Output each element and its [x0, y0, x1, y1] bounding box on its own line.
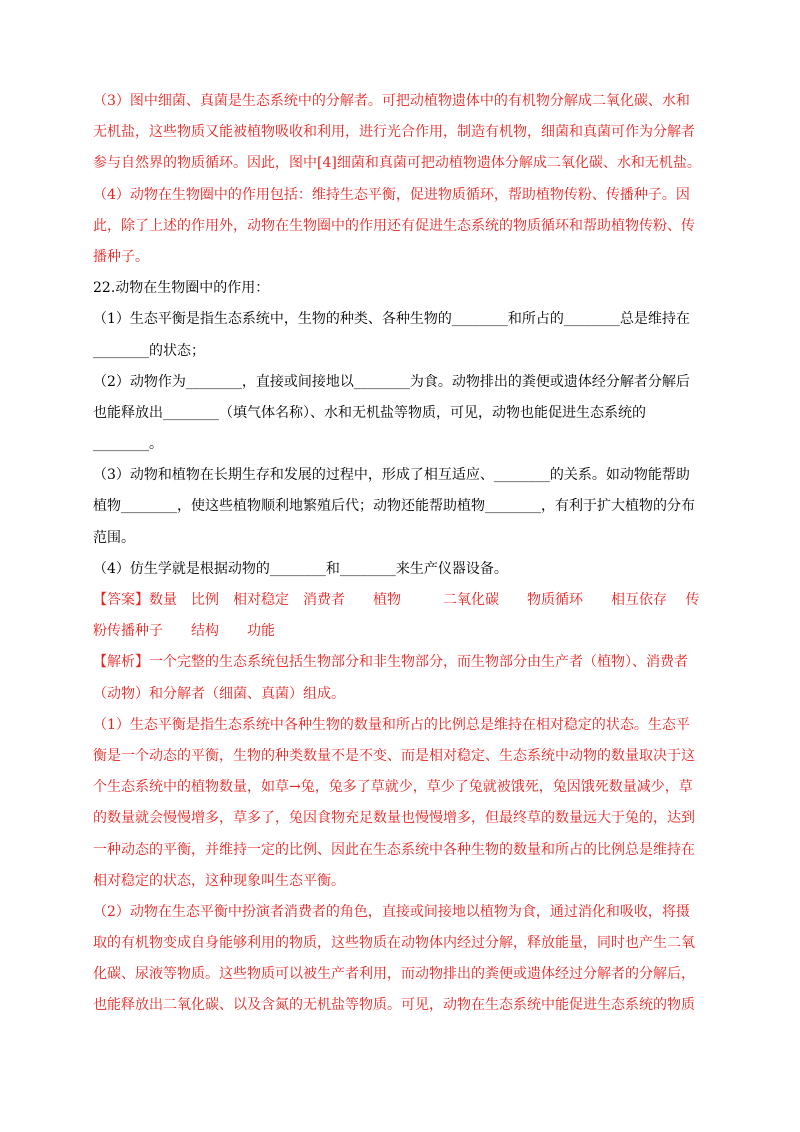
text-line: 此，除了上述的作用外，动物在生物圈中的作用还有促进生态系统的物质循环和帮助植物传粉、传: [93, 217, 695, 234]
text-line: ________的状态；: [93, 342, 205, 359]
text-line: 一种动态的平衡，并维持一定的比例、因此在生态系统中各种生物的数量和所占的比例总是维持在: [93, 841, 695, 858]
text-line: 范围。: [93, 529, 135, 546]
text-line: 个生态系统中的植物数量，如草→兔，兔多了草就少，草少了兔就被饿死，兔因饿死数量减少，草: [93, 779, 693, 796]
document-page: [93, 86, 710, 1022]
text-line: 化碳、尿液等物质。这些物质可以被生产者利用，而动物排出的粪便或遗体经过分解者的分解后，: [93, 966, 695, 983]
text-line: 植物________，使这些植物顺利地繁殖后代；动物还能帮助植物________，有利于扩大植物的分布: [93, 498, 695, 515]
text-line: ________。: [93, 436, 163, 453]
text-line: （2）动物在生态平衡中扮演者消费者的角色，直接或间接地以植物为食，通过消化和吸收，将摄: [93, 903, 690, 920]
text-line: 粉传播种子 结构 功能: [93, 623, 275, 640]
text-line: 播种子。: [93, 248, 149, 265]
text-line: 【答案】数量 比例 相对稳定 消费者 植物 二氧化碳 物质循环 相互依存 传: [93, 592, 700, 608]
document-body: [93, 86, 710, 1022]
text-line: 无机盐，这些物质又能被植物吸收和利用，进行光合作用，制造有机物，细菌和真菌可作为分解者: [93, 124, 695, 141]
text-line: （4）动物在生物圈中的作用包括：维持生态平衡，促进物质循环，帮助植物传粉、传播种子。因: [93, 186, 690, 203]
text-line: 的数量就会慢慢增多，草多了，兔因食物充足数量也慢慢增多，但最终草的数量远大于兔的，达到: [93, 810, 695, 827]
text-line: 22.动物在生物圈中的作用：: [93, 280, 270, 297]
text-line: 参与自然界的物质循环。因此，图中[4]细菌和真菌可把动植物遗体分解成二氧化碳、水和无机盐。: [93, 155, 701, 172]
text-line: （2）动物作为________，直接或间接地以________为食。动物排出的粪便或遗体经分解者分解后: [93, 373, 690, 390]
text-line: （1）生态平衡是指生态系统中各种生物的数量和所占的比例总是维持在相对稳定的状态。生态平: [93, 716, 690, 733]
text-line: 取的有机物变成自身能够利用的物质，这些物质在动物体内经过分解，释放能量，同时也产生二氧: [93, 935, 695, 952]
text-line: 【解析】一个完整的生态系统包括生物部分和非生物部分，而生物部分由生产者（植物）、消费者: [93, 654, 688, 671]
text-line: （3）动物和植物在长期生存和发展的过程中，形成了相互适应、________的关系。如动物能帮助: [93, 467, 690, 484]
text-line: 相对稳定的状态，这种现象叫生态平衡。: [93, 872, 345, 889]
text-line: （4）仿生学就是根据动物的________和________来生产仪器设备。: [93, 560, 508, 577]
text-line: 也能释放出________（填气体名称）、水和无机盐等物质，可见，动物也能促进生态系统的: [93, 404, 646, 421]
text-line: 衡是一个动态的平衡，生物的种类数量不是不变、而是相对稳定、生态系统中动物的数量取决于这: [93, 747, 695, 764]
text-line: 也能释放出二氧化碳、以及含氮的无机盐等物质。可见，动物在生态系统中能促进生态系统的物质: [93, 997, 695, 1014]
text-line: （1）生态平衡是指生态系统中，生物的种类、各种生物的________和所占的________总是维持在: [93, 311, 690, 328]
text-line: （动物）和分解者（细菌、真菌）组成。: [93, 685, 345, 702]
text-line: （3）图中细菌、真菌是生态系统中的分解者。可把动植物遗体中的有机物分解成二氧化碳、水和: [93, 93, 690, 109]
